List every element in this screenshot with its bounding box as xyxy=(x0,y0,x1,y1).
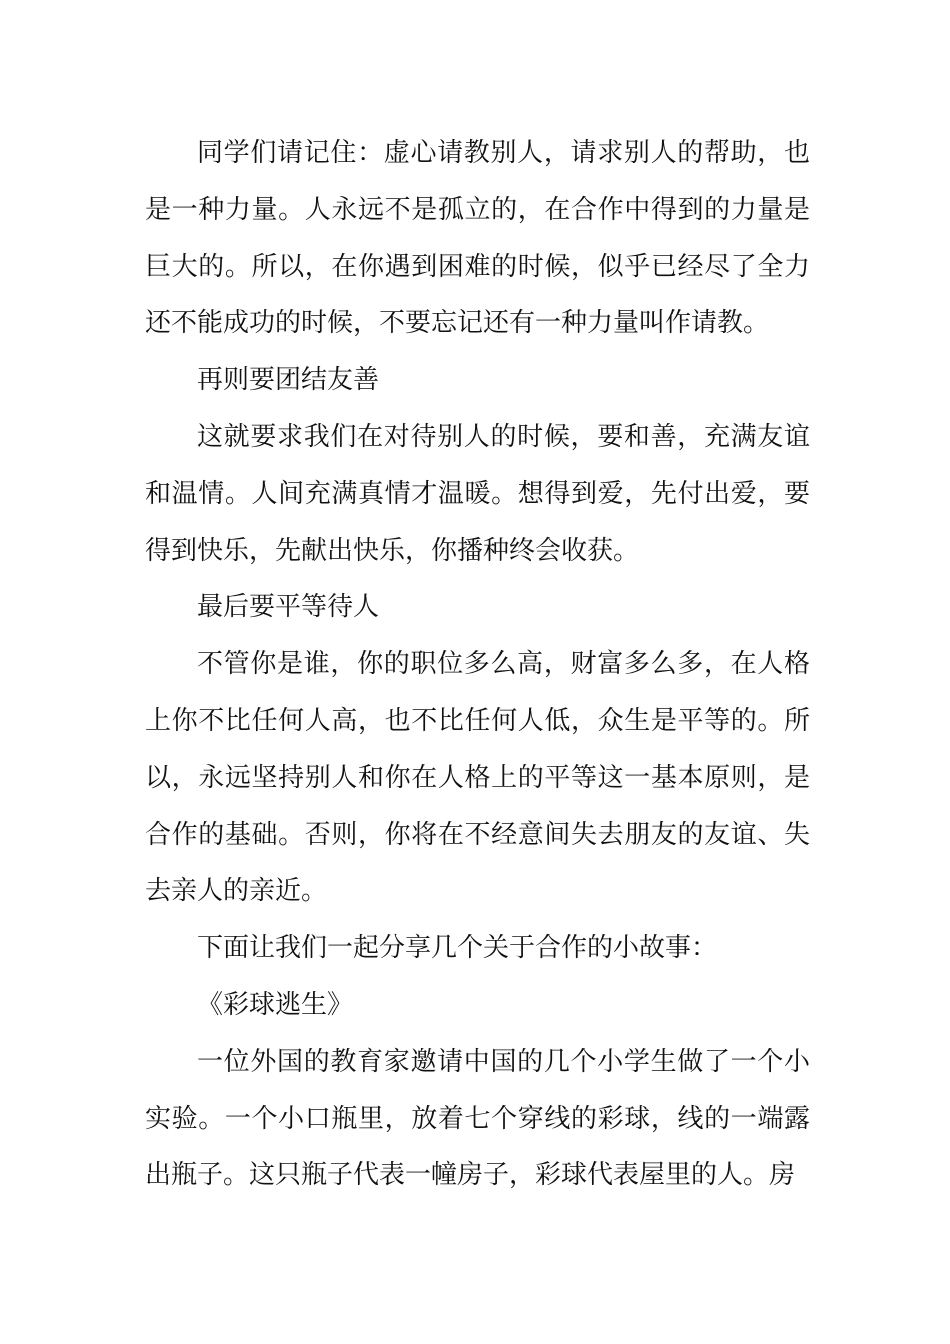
heading-unity-friendliness: 再则要团结友善 xyxy=(197,365,380,396)
heading-treat-equally: 最后要平等待人 xyxy=(197,592,380,623)
paragraph-story-body: 一位外国的教育家邀请中国的几个小学生做了一个小实验。一个小口瓶里，放着七个穿线的彩球，线的一端露出瓶子。这只瓶子代表一幢房子，彩球代表屋里的人。房 xyxy=(145,1046,810,1191)
story-title: 《彩球逃生》 xyxy=(197,989,354,1020)
paragraph-kindness: 这就要求我们在对待别人的时候，要和善，充满友谊和温情。人间充满真情才温暖。想得到爱，先付出爱，要得到快乐，先献出快乐，你播种终会收获。 xyxy=(145,421,810,566)
paragraph-ask-for-help: 同学们请记住：虚心请教别人，请求别人的帮助，也是一种力量。人永远不是孤立的，在合作中得到的力量是巨大的。所以，在你遇到困难的时候，似乎已经尽了全力还不能成功的时候，不要忘记还有一种力量叫作请教。 xyxy=(145,138,810,339)
document-body xyxy=(145,125,810,1204)
paragraph-equality: 不管你是谁，你的职位多么高，财富多么多，在人格上你不比任何人高，也不比任何人低，众生是平等的。所以，永远坚持别人和你在人格上的平等这一基本原则，是合作的基础。否则，你将在不经意间失去朋友的友谊、失去亲人的亲近。 xyxy=(145,649,810,907)
paragraph-stories-intro: 下面让我们一起分享几个关于合作的小故事： xyxy=(197,933,718,964)
